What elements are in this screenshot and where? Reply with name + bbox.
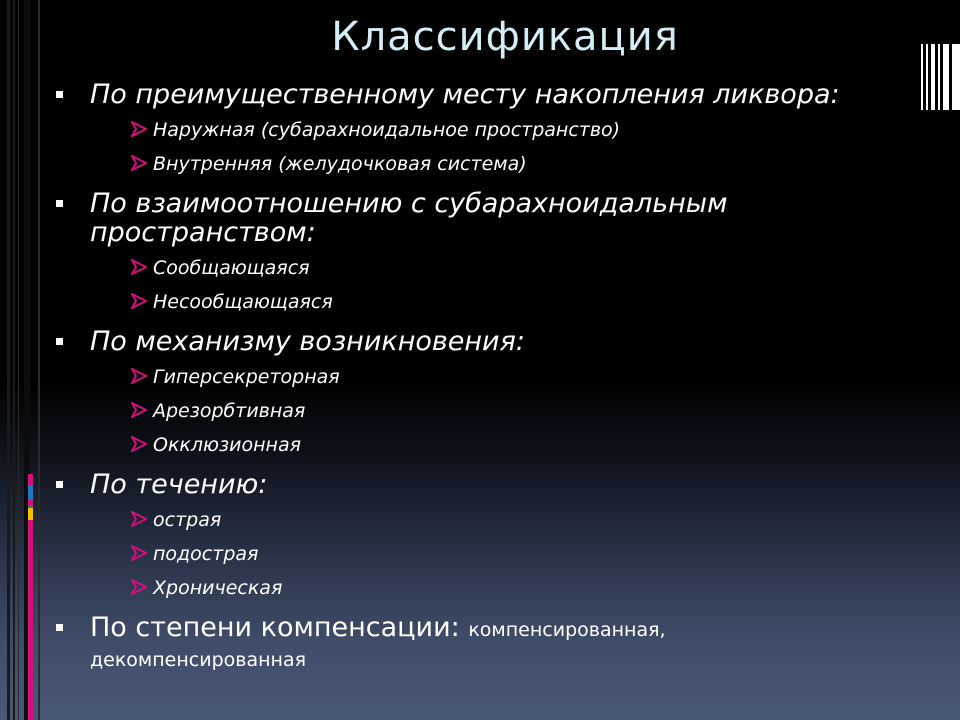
sub-list-item [90,360,946,394]
item-heading [90,613,946,645]
list-item [56,189,946,319]
item-heading-text: По степени компенсации: [90,612,460,643]
arrowhead-icon [131,402,147,418]
arrowhead-icon [131,121,147,137]
sub-item-text: Гиперсекреторная [153,366,340,388]
sub-item-text: Хроническая [153,577,283,599]
list-item [56,80,946,181]
sub-list-item [90,113,946,147]
bullet-list [56,80,946,675]
item-continuation: декомпенсированная [90,649,307,671]
square-bullet-icon [56,91,63,98]
list-item [56,327,946,462]
band-stripe [7,0,10,720]
sub-item-text: Внутренняя (желудочковая система) [153,153,527,175]
sub-list-item [90,394,946,428]
sub-item-text: Окклюзионная [153,434,302,456]
sub-list [90,360,946,462]
arrowhead-icon [131,293,147,309]
arrowhead-icon [131,259,147,275]
item-tail-text: компенсированная, [468,619,666,641]
arrowhead-icon [131,511,147,527]
arrowhead-icon [131,579,147,595]
sub-list [90,503,946,605]
arrowhead-icon [131,545,147,561]
sub-item-text: Арезорбтивная [153,400,306,422]
sub-list-item [90,285,946,319]
sub-item-text: Сообщающаяся [153,257,310,279]
band-stripe [18,0,19,720]
square-bullet-icon [56,624,63,631]
item-heading-line-2: пространством: [90,217,316,248]
band-edge-line [38,0,40,720]
sub-item-text: Несообщающаяся [153,291,333,313]
square-bullet-icon [56,338,63,345]
yellow-accent-square [28,508,33,520]
sub-item-text: острая [153,509,222,531]
left-decorative-band [0,0,40,720]
sub-item-text: подострая [153,543,259,565]
sub-list-item [90,147,946,181]
sub-list [90,113,946,181]
arrowhead-icon [131,368,147,384]
item-heading: По течению: [90,469,268,500]
list-item [56,470,946,605]
list-item [56,613,946,673]
band-stripe [13,0,15,720]
arrowhead-icon [131,155,147,171]
sub-item-text: Наружная (субарахноидальное пространство) [153,119,621,141]
slide-title: Классификация [331,14,679,60]
square-bullet-icon [56,481,63,488]
item-heading-line-1: По взаимоотношению с субарахноидальным [90,188,728,219]
sub-list-item [90,571,946,605]
item-heading: По преимущественному месту накопления ликвора: [90,79,840,110]
sub-list-item [90,503,946,537]
blue-accent-square [28,486,33,500]
sub-list-item [90,251,946,285]
sub-list [90,251,946,319]
item-heading: По механизму возникновения: [90,326,525,357]
sub-list-item [90,537,946,571]
arrowhead-icon [131,436,147,452]
square-bullet-icon [56,200,63,207]
sub-list-item [90,428,946,462]
